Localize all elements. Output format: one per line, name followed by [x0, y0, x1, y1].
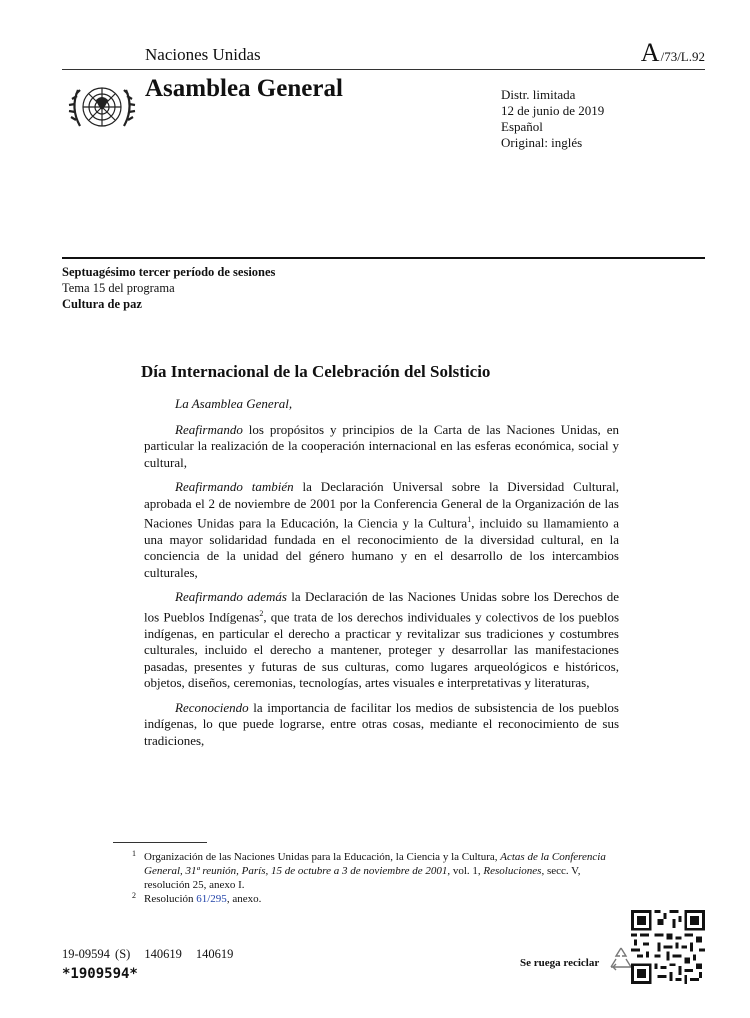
- paragraph-lead: Reconociendo: [175, 699, 249, 715]
- paragraph-text-cont: , que trata de los derechos individuales y colectivos de los pueblos indígenas, en particular el derecho a practicar y revitalizar sus tradiciones y costumbres culturales, incluido el derecho a mantener, proteger y desarrollar las manifestaciones pasadas, presentes y futuras de sus culturas, como lugares arqueológicos e históricos, objetos, diseños, ceremonias, tecnologías, artes visuales e interpretativas y literaturas,: [144, 609, 619, 691]
- session-rule: [62, 257, 705, 259]
- footnote-ref[interactable]: 2: [259, 608, 264, 618]
- footnote-italic: Resoluciones: [483, 865, 542, 877]
- preamble-paragraph: [144, 422, 619, 472]
- resolution-body: [144, 396, 619, 754]
- symbol-prefix: A: [640, 38, 661, 67]
- preamble-paragraph: [144, 589, 619, 691]
- org-name: Naciones Unidas: [145, 45, 261, 64]
- preamble-paragraph: [144, 479, 619, 581]
- resolution-link[interactable]: 61/295: [196, 893, 227, 905]
- session-block: [62, 264, 275, 312]
- preamble-paragraph: [144, 700, 619, 750]
- document-symbol: [641, 38, 705, 68]
- footnote-number: 1: [132, 849, 136, 858]
- document-number: 19-09594 (S): [62, 947, 131, 961]
- paragraph-lead: Reafirmando también: [175, 479, 294, 494]
- paragraph-text: los propósitos y principios de la Carta de las Naciones Unidas, en particular la realización de la cooperación internacional en las esferas económica, social y cultural,: [144, 421, 619, 470]
- paragraph-text: la importancia de facilitar los medios de subsistencia de los pueblos indígenas, lo que puede lograrse, entre otras cosas, mediante el reconocimiento de sus tradiciones,: [144, 699, 619, 748]
- footnote-rule: [113, 842, 207, 843]
- footnote-text: Resolución: [144, 893, 197, 905]
- footnote-text: , vol. 1,: [447, 865, 484, 877]
- footnote-text: , anexo.: [226, 893, 262, 905]
- release-date: 140619: [195, 947, 234, 961]
- original-language-line: Original: inglés: [501, 135, 583, 150]
- date-line: 12 de junio de 2019: [501, 103, 605, 118]
- footnote-number: 2: [132, 891, 136, 900]
- footnote-item: [132, 850, 617, 892]
- paragraph-text-cont: , incluido su llamamiento a una mayor solidaridad fundada en el reconocimiento de la diversidad cultural, en la conciencia de la unidad del género humano y en el desarrollo de los intercambios culturales,: [144, 515, 619, 580]
- session-name: Septuagésimo tercer período de sesiones: [62, 265, 276, 279]
- qr-code-icon[interactable]: [631, 910, 705, 984]
- paragraph-text: la Declaración de las Naciones Unidas sobre los Derechos de los Pueblos Indígenas: [144, 589, 619, 625]
- footnote-text: Organización de las Naciones Unidas para la Educación, la Ciencia y la Cultura,: [144, 851, 501, 863]
- recycle-label: Se ruega reciclar: [520, 957, 600, 969]
- barcode-text: *1909594*: [62, 966, 138, 982]
- paragraph-lead: Reafirmando además: [175, 589, 287, 605]
- paragraph-text: la Declaración Universal sobre la Diversidad Cultural, aprobada el 2 de noviembre de 2001 por la Conferencia General de la Organización de las Naciones Unidas para la Educación, la Ciencia y la Cultura: [144, 479, 619, 531]
- footnote-item: [132, 892, 617, 906]
- document-title: Día Internacional de la Celebración del Solsticio: [141, 362, 491, 381]
- header-rule: [62, 69, 705, 70]
- footnote-text: , secc. V, resolución 25, anexo I.: [144, 865, 581, 891]
- distribution-line: Distr. limitada: [501, 87, 576, 102]
- symbol-suffix: /73/L.92: [660, 49, 705, 64]
- footnote-ref[interactable]: 1: [467, 515, 472, 524]
- assembly-name: Asamblea General: [145, 75, 343, 102]
- issue-date: 140619: [144, 947, 182, 961]
- paragraph-lead: Reafirmando: [175, 421, 243, 437]
- agenda-title: Cultura de paz: [62, 297, 142, 311]
- opening-phrase: La Asamblea General,: [175, 396, 293, 411]
- un-emblem-icon: [66, 76, 138, 142]
- language-line: Español: [501, 119, 543, 134]
- footnote-italic: Actas de la Conferencia General, 31ª reunión, París, 15 de octubre a 3 de noviembre de 2001: [144, 851, 606, 877]
- footnotes: [132, 850, 617, 906]
- document-number-line: [62, 947, 247, 962]
- distribution-block: [501, 87, 604, 151]
- agenda-item: Tema 15 del programa: [62, 281, 175, 295]
